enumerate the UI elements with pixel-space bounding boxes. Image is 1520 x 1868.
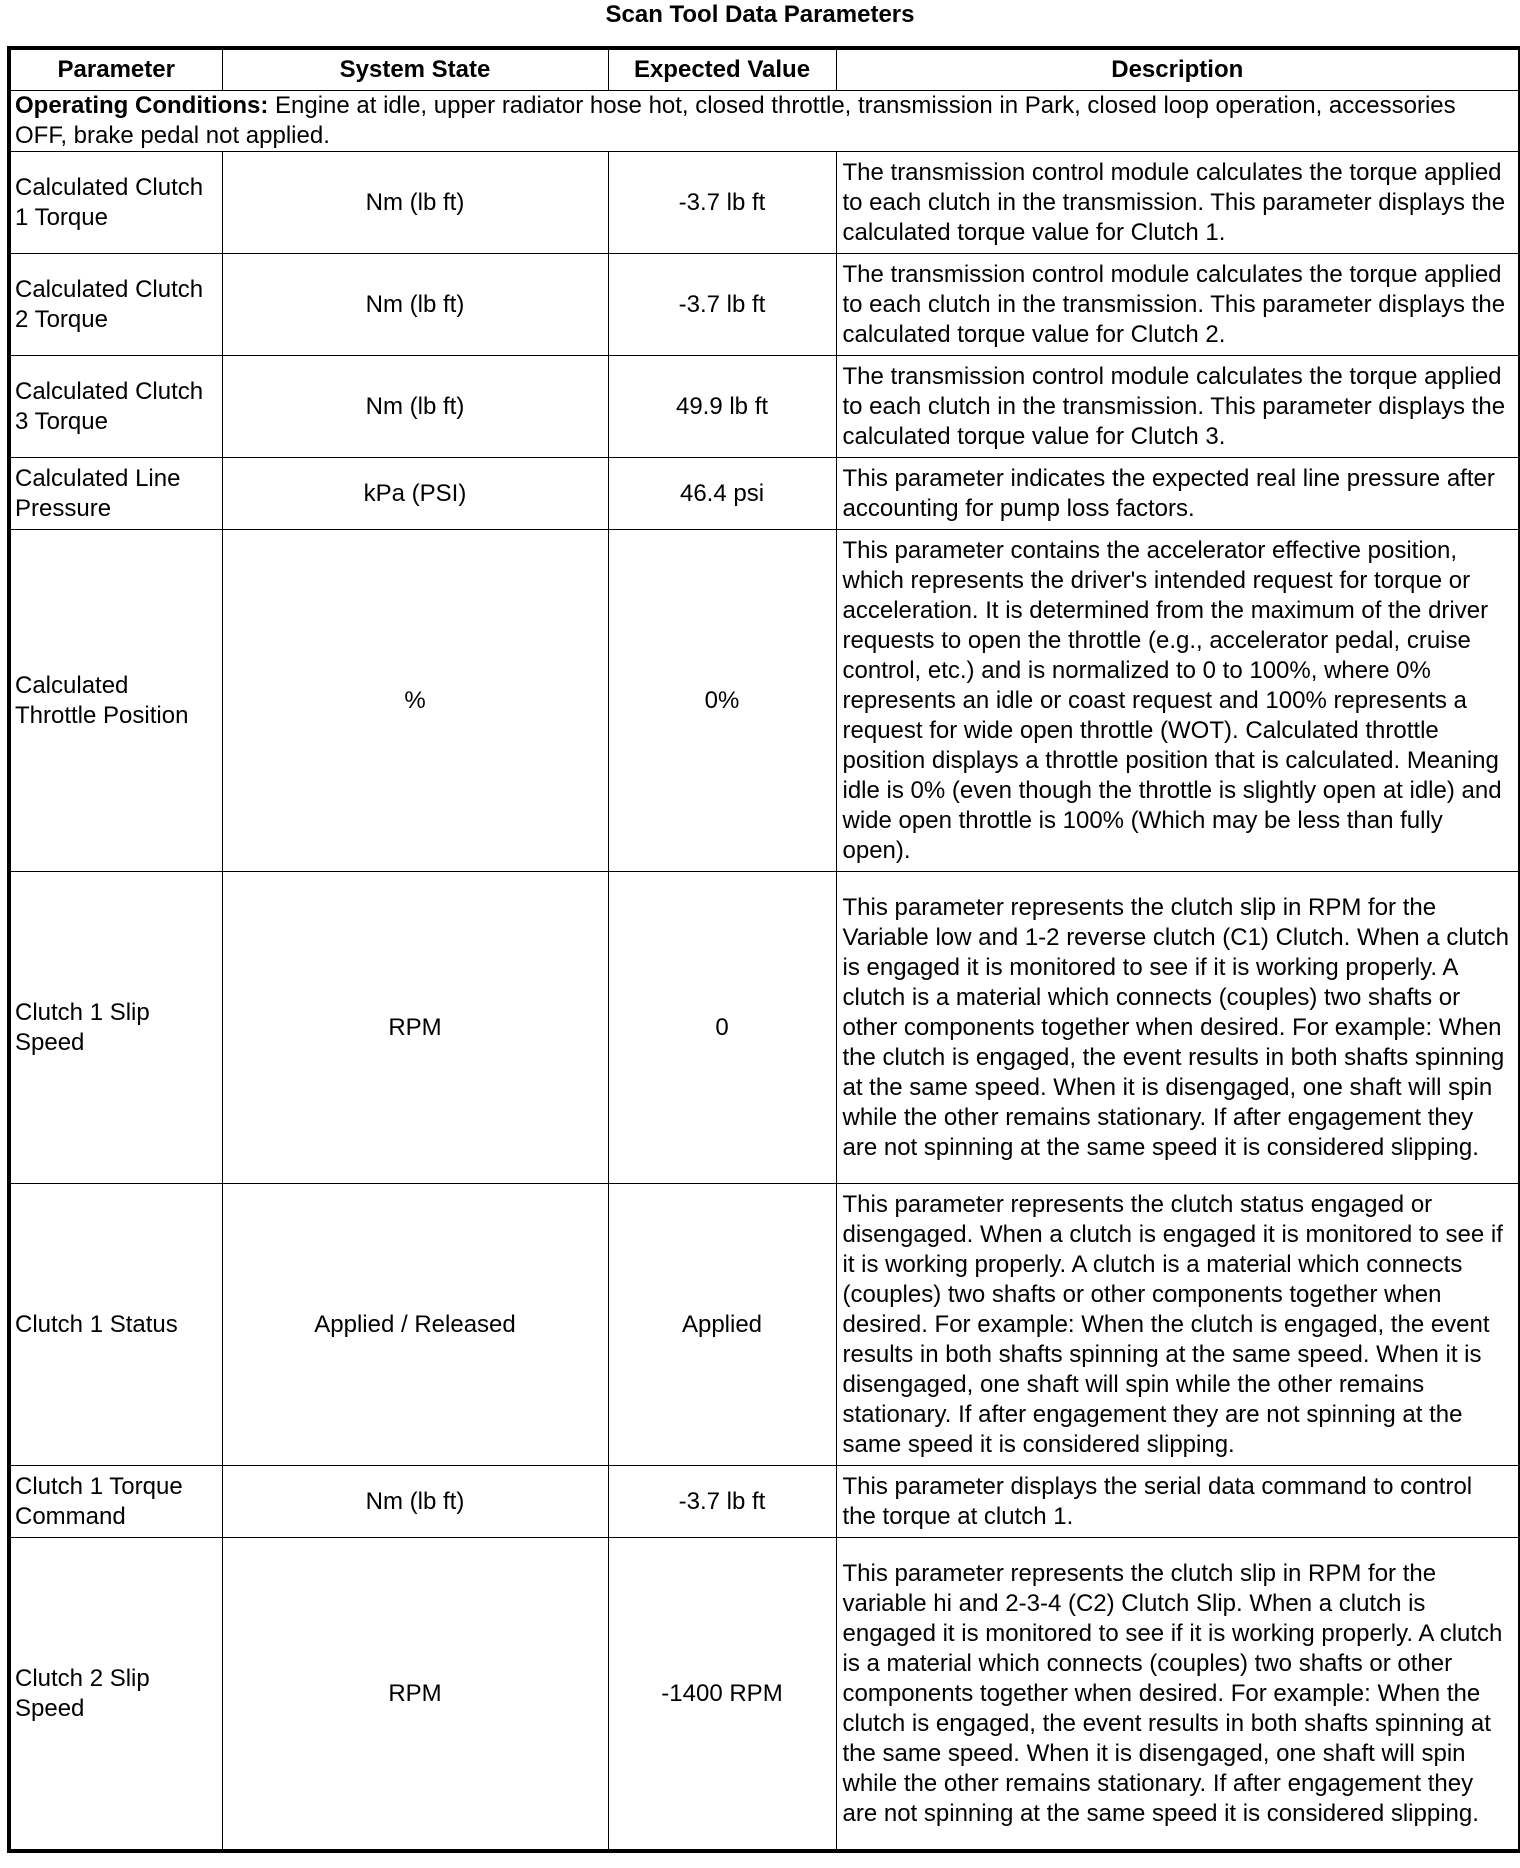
expected-value-cell: Applied	[608, 1184, 836, 1466]
parameter-cell: Clutch 1 Status	[9, 1184, 222, 1466]
parameter-cell: Calculated Throttle Position	[9, 530, 222, 872]
table-row	[9, 1538, 1520, 1852]
parameter-cell: Clutch 1 Slip Speed	[9, 872, 222, 1184]
expected-value-cell: -3.7 lb ft	[608, 152, 836, 254]
expected-value-cell: 49.9 lb ft	[608, 356, 836, 458]
description-cell: This parameter represents the clutch slip in RPM for the Variable low and 1-2 reverse clutch (C1) Clutch. When a clutch is engaged it is monitored to see if it is working properly. A clutch is a material which connects (couples) two shafts or other components together when desired. For example: When the clutch is engaged, the event results in both shafts spinning at the same speed. When it is disengaged, one shaft will spin while the other remains stationary. If after engagement they are not spinning at the same speed it is considered slipping.	[836, 872, 1520, 1184]
system-state-cell: Nm (lb ft)	[222, 1466, 608, 1538]
column-header-parameter: Parameter	[9, 48, 222, 91]
description-cell: This parameter contains the accelerator effective position, which represents the driver's intended request for torque or acceleration. It is determined from the maximum of the driver requests to open the throttle (e.g., accelerator pedal, cruise control, etc.) and is normalized to 0 to 100%, where 0% represents an idle or coast request and 100% represents a request for wide open throttle (WOT). Calculated throttle position displays a throttle position that is calculated. Meaning idle is 0% (even though the throttle is slightly open at idle) and wide open throttle is 100% (Which may be less than fully open).	[836, 530, 1520, 872]
table-row	[9, 872, 1520, 1184]
expected-value-cell: 46.4 psi	[608, 458, 836, 530]
description-cell: This parameter indicates the expected real line pressure after accounting for pump loss factors.	[836, 458, 1520, 530]
operating-conditions-label: Operating Conditions:	[15, 92, 269, 119]
table-row	[9, 356, 1520, 458]
page-title: Scan Tool Data Parameters	[605, 1, 915, 28]
operating-conditions-row	[9, 91, 1520, 152]
system-state-cell: Applied / Released	[222, 1184, 608, 1466]
system-state-cell: Nm (lb ft)	[222, 254, 608, 356]
description-cell: This parameter represents the clutch slip in RPM for the variable hi and 2-3-4 (C2) Clutch Slip. When a clutch is engaged it is monitored to see if it is working properly. A clutch is a material which connects (couples) two shafts or other components together when desired. For example: When the clutch is engaged, the event results in both shafts spinning at the same speed. When it is disengaged, one shaft will spin while the other remains stationary. If after engagement they are not spinning at the same speed it is considered slipping.	[836, 1538, 1520, 1852]
parameter-cell: Clutch 1 Torque Command	[9, 1466, 222, 1538]
description-cell: The transmission control module calculates the torque applied to each clutch in the transmission. This parameter displays the calculated torque value for Clutch 2.	[836, 254, 1520, 356]
expected-value-cell: -3.7 lb ft	[608, 1466, 836, 1538]
expected-value-cell: -1400 RPM	[608, 1538, 836, 1852]
table-row	[9, 254, 1520, 356]
table-row	[9, 1184, 1520, 1466]
table-row	[9, 152, 1520, 254]
table-row	[9, 458, 1520, 530]
system-state-cell: %	[222, 530, 608, 872]
operating-conditions-text: Engine at idle, upper radiator hose hot, closed throttle, transmission in Park, closed loop operation, accessories OFF, brake pedal not applied.	[15, 92, 1456, 149]
column-header-expected-value: Expected Value	[608, 48, 836, 91]
scan-tool-data-table	[7, 46, 1520, 1853]
column-header-system-state: System State	[222, 48, 608, 91]
system-state-cell: RPM	[222, 1538, 608, 1852]
expected-value-cell: 0%	[608, 530, 836, 872]
expected-value-cell: 0	[608, 872, 836, 1184]
description-cell: This parameter displays the serial data command to control the torque at clutch 1.	[836, 1466, 1520, 1538]
parameter-cell: Clutch 2 Slip Speed	[9, 1538, 222, 1852]
description-cell: The transmission control module calculates the torque applied to each clutch in the transmission. This parameter displays the calculated torque value for Clutch 1.	[836, 152, 1520, 254]
table-row	[9, 530, 1520, 872]
system-state-cell: RPM	[222, 872, 608, 1184]
column-header-description: Description	[836, 48, 1520, 91]
description-cell: This parameter represents the clutch status engaged or disengaged. When a clutch is engaged it is monitored to see if it is working properly. A clutch is a material which connects (couples) two shafts or other components together when desired. For example: When the clutch is engaged, the event results in both shafts spinning at the same speed. When it is disengaged, one shaft will spin while the other remains stationary. If after engagement they are not spinning at the same speed it is considered slipping.	[836, 1184, 1520, 1466]
system-state-cell: Nm (lb ft)	[222, 152, 608, 254]
system-state-cell: kPa (PSI)	[222, 458, 608, 530]
parameter-cell: Calculated Line Pressure	[9, 458, 222, 530]
description-cell: The transmission control module calculates the torque applied to each clutch in the transmission. This parameter displays the calculated torque value for Clutch 3.	[836, 356, 1520, 458]
operating-conditions-cell	[9, 91, 1520, 152]
table-row	[9, 1466, 1520, 1538]
system-state-cell: Nm (lb ft)	[222, 356, 608, 458]
table-header-row	[9, 48, 1520, 91]
parameter-cell: Calculated Clutch 3 Torque	[9, 356, 222, 458]
parameter-cell: Calculated Clutch 2 Torque	[9, 254, 222, 356]
expected-value-cell: -3.7 lb ft	[608, 254, 836, 356]
parameter-cell: Calculated Clutch 1 Torque	[9, 152, 222, 254]
